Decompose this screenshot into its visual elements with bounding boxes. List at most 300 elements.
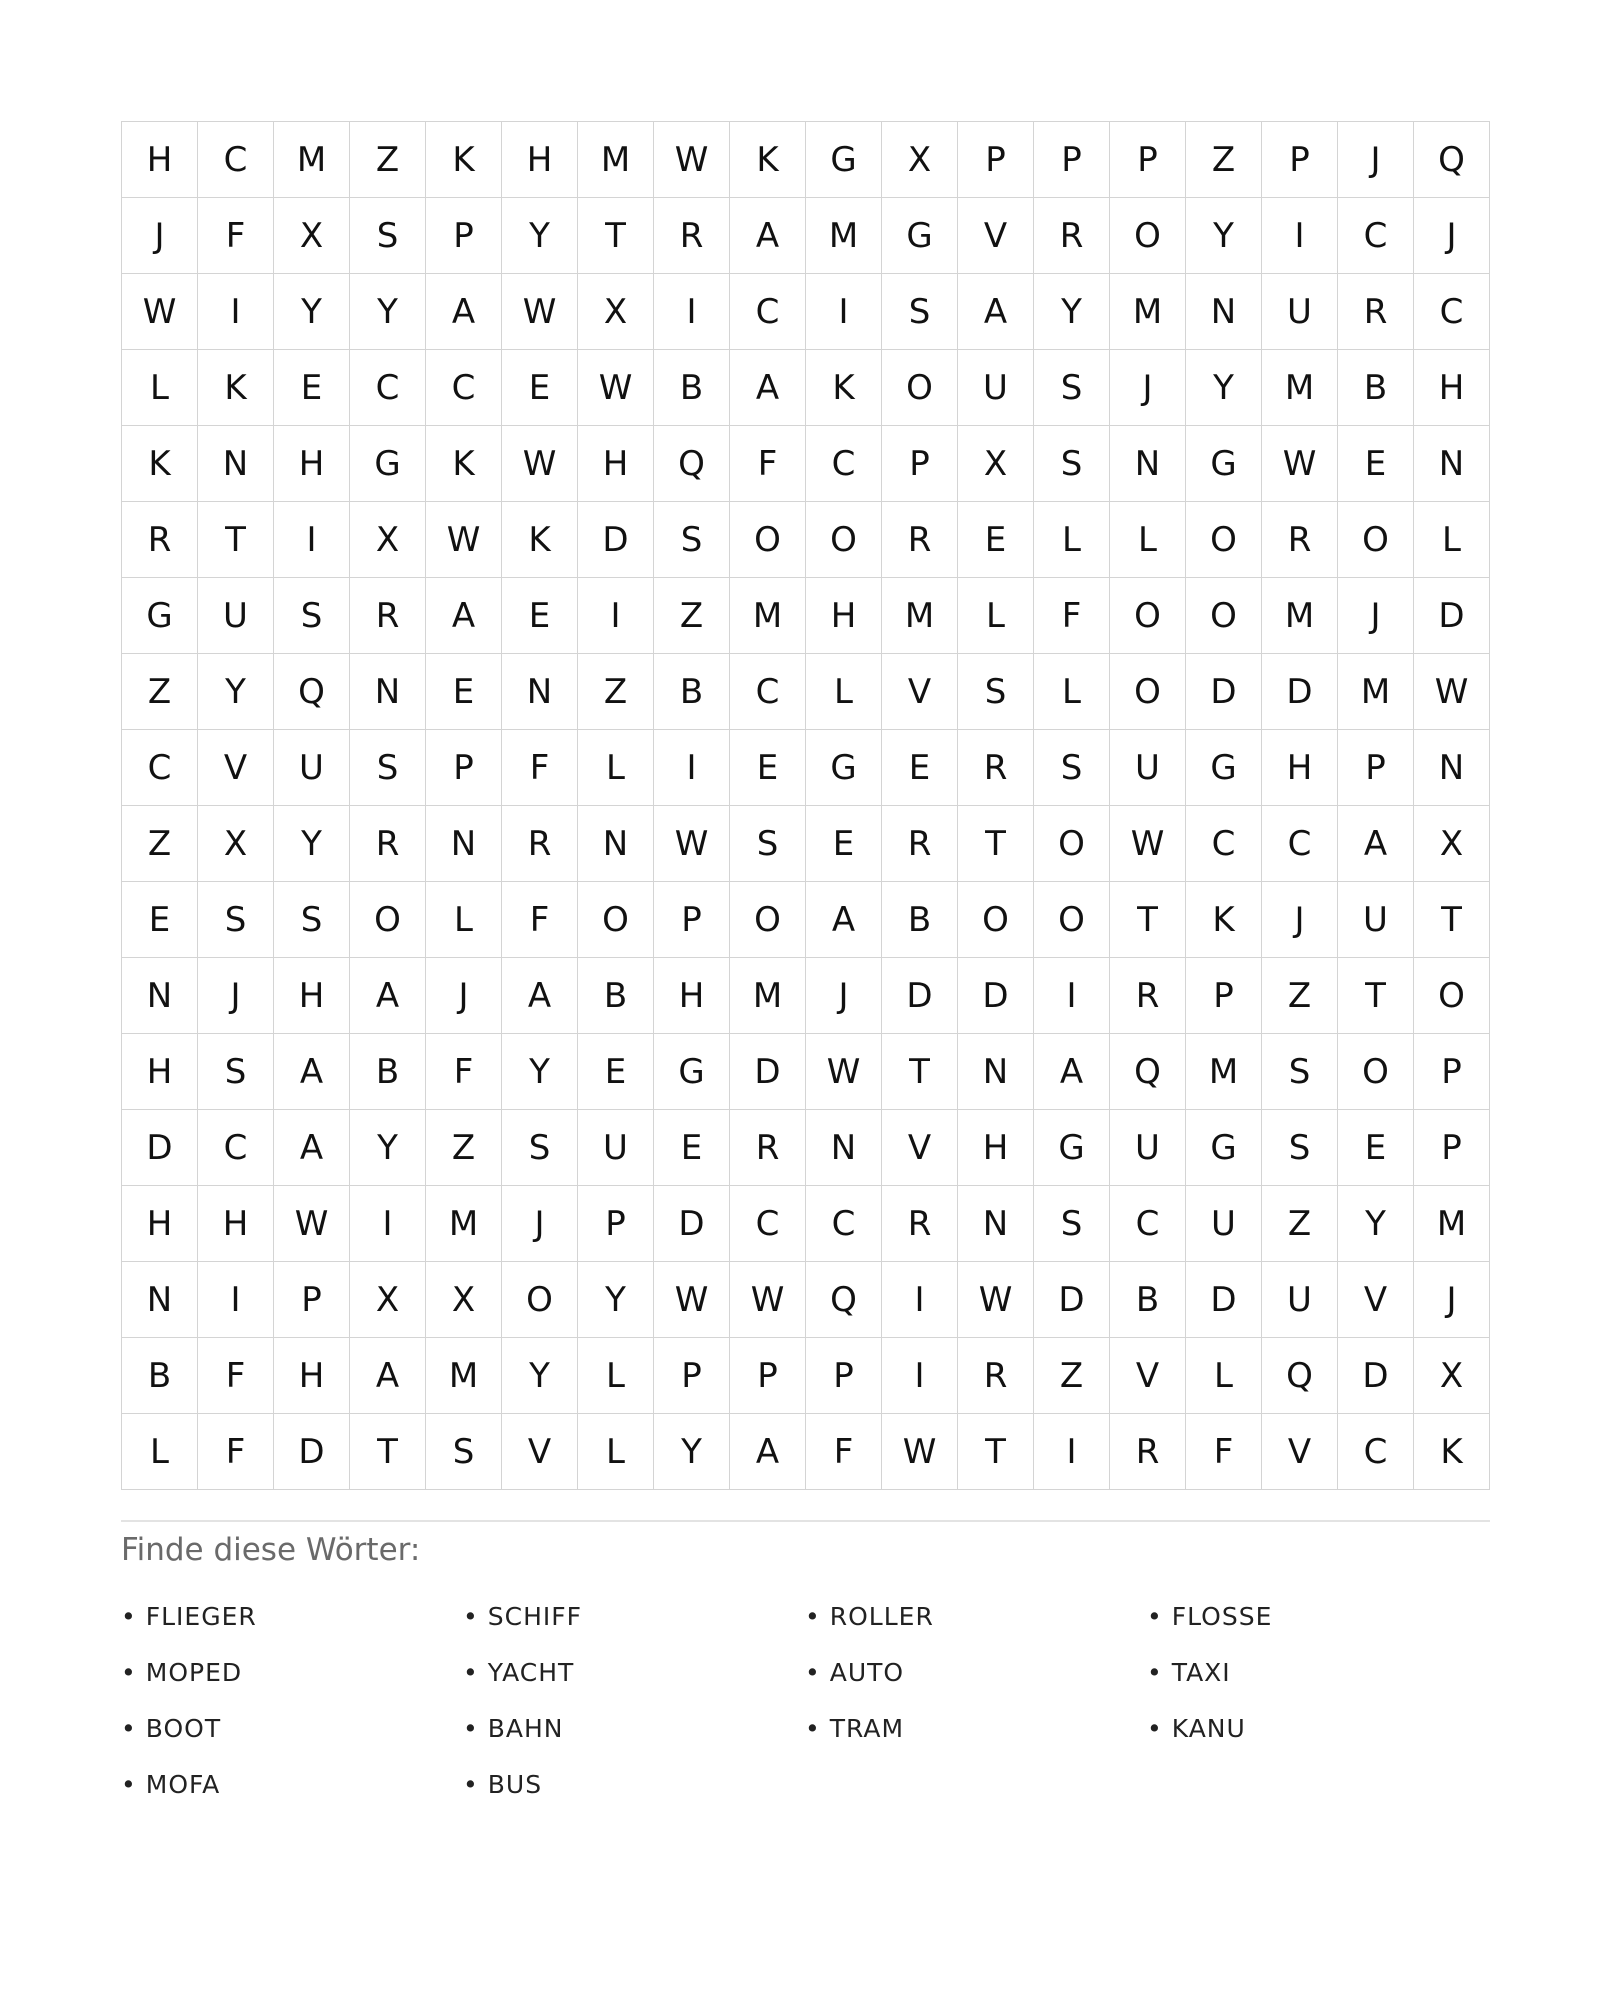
grid-cell[interactable]: D — [1338, 1338, 1414, 1414]
grid-cell[interactable]: O — [578, 882, 654, 958]
grid-cell[interactable]: A — [274, 1110, 350, 1186]
grid-cell[interactable]: D — [1186, 654, 1262, 730]
grid-cell[interactable]: Z — [1262, 958, 1338, 1034]
grid-cell[interactable]: X — [350, 502, 426, 578]
grid-cell[interactable]: N — [502, 654, 578, 730]
grid-cell[interactable]: P — [654, 1338, 730, 1414]
grid-cell[interactable]: E — [502, 578, 578, 654]
grid-cell[interactable]: O — [1034, 806, 1110, 882]
grid-cell[interactable]: D — [882, 958, 958, 1034]
grid-cell[interactable]: A — [350, 958, 426, 1034]
grid-cell[interactable]: M — [1338, 654, 1414, 730]
grid-cell[interactable]: V — [1338, 1262, 1414, 1338]
grid-cell[interactable]: H — [122, 1186, 198, 1262]
grid-cell[interactable]: P — [730, 1338, 806, 1414]
grid-cell[interactable]: C — [806, 426, 882, 502]
grid-cell[interactable]: V — [882, 654, 958, 730]
grid-cell[interactable]: N — [122, 958, 198, 1034]
grid-cell[interactable]: L — [1034, 502, 1110, 578]
grid-cell[interactable]: W — [806, 1034, 882, 1110]
grid-cell[interactable]: D — [958, 958, 1034, 1034]
grid-cell[interactable]: L — [1110, 502, 1186, 578]
grid-cell[interactable]: H — [122, 122, 198, 198]
grid-cell[interactable]: V — [1262, 1414, 1338, 1490]
grid-cell[interactable]: H — [654, 958, 730, 1034]
grid-cell[interactable]: O — [502, 1262, 578, 1338]
grid-cell[interactable]: V — [882, 1110, 958, 1186]
grid-cell[interactable]: Z — [654, 578, 730, 654]
grid-cell[interactable]: B — [654, 350, 730, 426]
grid-cell[interactable]: R — [730, 1110, 806, 1186]
grid-cell[interactable]: I — [882, 1262, 958, 1338]
grid-cell[interactable]: J — [1338, 122, 1414, 198]
grid-cell[interactable]: M — [1414, 1186, 1490, 1262]
grid-cell[interactable]: G — [654, 1034, 730, 1110]
grid-cell[interactable]: X — [426, 1262, 502, 1338]
grid-cell[interactable]: U — [274, 730, 350, 806]
grid-cell[interactable]: N — [958, 1186, 1034, 1262]
grid-cell[interactable]: U — [1338, 882, 1414, 958]
grid-cell[interactable]: Y — [502, 198, 578, 274]
grid-cell[interactable]: T — [882, 1034, 958, 1110]
grid-cell[interactable]: C — [1338, 1414, 1414, 1490]
grid-cell[interactable]: B — [578, 958, 654, 1034]
grid-cell[interactable]: N — [806, 1110, 882, 1186]
grid-cell[interactable]: N — [1414, 426, 1490, 502]
grid-cell[interactable]: H — [1414, 350, 1490, 426]
grid-cell[interactable]: Y — [350, 274, 426, 350]
grid-cell[interactable]: L — [578, 1338, 654, 1414]
grid-cell[interactable]: O — [1414, 958, 1490, 1034]
grid-cell[interactable]: F — [198, 1338, 274, 1414]
grid-cell[interactable]: O — [1186, 502, 1262, 578]
grid-cell[interactable]: X — [882, 122, 958, 198]
grid-cell[interactable]: W — [502, 274, 578, 350]
grid-cell[interactable]: S — [198, 882, 274, 958]
grid-cell[interactable]: C — [730, 654, 806, 730]
grid-cell[interactable]: M — [1262, 350, 1338, 426]
grid-cell[interactable]: W — [882, 1414, 958, 1490]
grid-cell[interactable]: Y — [578, 1262, 654, 1338]
grid-cell[interactable]: C — [1338, 198, 1414, 274]
grid-cell[interactable]: I — [882, 1338, 958, 1414]
grid-cell[interactable]: E — [578, 1034, 654, 1110]
grid-cell[interactable]: N — [1414, 730, 1490, 806]
grid-cell[interactable]: N — [1186, 274, 1262, 350]
grid-cell[interactable]: C — [730, 274, 806, 350]
grid-cell[interactable]: N — [958, 1034, 1034, 1110]
grid-cell[interactable]: D — [1262, 654, 1338, 730]
grid-cell[interactable]: L — [1414, 502, 1490, 578]
grid-cell[interactable]: P — [958, 122, 1034, 198]
grid-cell[interactable]: R — [350, 578, 426, 654]
grid-cell[interactable]: U — [578, 1110, 654, 1186]
grid-cell[interactable]: R — [654, 198, 730, 274]
grid-cell[interactable]: E — [882, 730, 958, 806]
grid-cell[interactable]: P — [426, 198, 502, 274]
grid-cell[interactable]: Y — [1034, 274, 1110, 350]
grid-cell[interactable]: R — [122, 502, 198, 578]
grid-cell[interactable]: P — [882, 426, 958, 502]
grid-cell[interactable]: O — [730, 882, 806, 958]
grid-cell[interactable]: H — [958, 1110, 1034, 1186]
grid-cell[interactable]: Y — [198, 654, 274, 730]
grid-cell[interactable]: O — [350, 882, 426, 958]
grid-cell[interactable]: R — [1262, 502, 1338, 578]
grid-cell[interactable]: H — [274, 958, 350, 1034]
grid-cell[interactable]: R — [882, 502, 958, 578]
grid-cell[interactable]: N — [122, 1262, 198, 1338]
grid-cell[interactable]: K — [502, 502, 578, 578]
grid-cell[interactable]: V — [1110, 1338, 1186, 1414]
grid-cell[interactable]: A — [806, 882, 882, 958]
grid-cell[interactable]: D — [1414, 578, 1490, 654]
grid-cell[interactable]: L — [578, 1414, 654, 1490]
grid-cell[interactable]: Y — [1186, 350, 1262, 426]
grid-cell[interactable]: P — [1262, 122, 1338, 198]
grid-cell[interactable]: C — [350, 350, 426, 426]
grid-cell[interactable]: L — [426, 882, 502, 958]
grid-cell[interactable]: I — [578, 578, 654, 654]
grid-cell[interactable]: S — [958, 654, 1034, 730]
grid-cell[interactable]: S — [426, 1414, 502, 1490]
grid-cell[interactable]: P — [1414, 1034, 1490, 1110]
grid-cell[interactable]: F — [426, 1034, 502, 1110]
grid-cell[interactable]: C — [1186, 806, 1262, 882]
grid-cell[interactable]: O — [1110, 198, 1186, 274]
grid-cell[interactable]: E — [502, 350, 578, 426]
grid-cell[interactable]: V — [502, 1414, 578, 1490]
grid-cell[interactable]: B — [882, 882, 958, 958]
grid-cell[interactable]: J — [198, 958, 274, 1034]
grid-cell[interactable]: O — [1110, 654, 1186, 730]
grid-cell[interactable]: P — [426, 730, 502, 806]
grid-cell[interactable]: M — [578, 122, 654, 198]
grid-cell[interactable]: Z — [1186, 122, 1262, 198]
grid-cell[interactable]: I — [274, 502, 350, 578]
grid-cell[interactable]: F — [502, 730, 578, 806]
grid-cell[interactable]: X — [274, 198, 350, 274]
grid-cell[interactable]: J — [1262, 882, 1338, 958]
grid-cell[interactable]: M — [882, 578, 958, 654]
grid-cell[interactable]: H — [122, 1034, 198, 1110]
grid-cell[interactable]: Q — [654, 426, 730, 502]
grid-cell[interactable]: Y — [502, 1338, 578, 1414]
grid-cell[interactable]: Z — [1262, 1186, 1338, 1262]
grid-cell[interactable]: E — [958, 502, 1034, 578]
grid-cell[interactable]: H — [274, 1338, 350, 1414]
grid-cell[interactable]: G — [806, 730, 882, 806]
grid-cell[interactable]: G — [122, 578, 198, 654]
grid-cell[interactable]: F — [1186, 1414, 1262, 1490]
grid-cell[interactable]: U — [958, 350, 1034, 426]
grid-cell[interactable]: R — [1110, 1414, 1186, 1490]
grid-cell[interactable]: Y — [654, 1414, 730, 1490]
grid-cell[interactable]: S — [1262, 1034, 1338, 1110]
grid-cell[interactable]: M — [1186, 1034, 1262, 1110]
grid-cell[interactable]: S — [274, 578, 350, 654]
grid-cell[interactable]: E — [274, 350, 350, 426]
grid-cell[interactable]: E — [806, 806, 882, 882]
grid-cell[interactable]: T — [958, 1414, 1034, 1490]
grid-cell[interactable]: A — [502, 958, 578, 1034]
grid-cell[interactable]: Y — [274, 806, 350, 882]
grid-cell[interactable]: K — [122, 426, 198, 502]
grid-cell[interactable]: O — [806, 502, 882, 578]
grid-cell[interactable]: W — [122, 274, 198, 350]
grid-cell[interactable]: P — [1338, 730, 1414, 806]
grid-cell[interactable]: W — [1414, 654, 1490, 730]
grid-cell[interactable]: U — [1262, 1262, 1338, 1338]
grid-cell[interactable]: X — [578, 274, 654, 350]
grid-cell[interactable]: J — [806, 958, 882, 1034]
grid-cell[interactable]: R — [1110, 958, 1186, 1034]
grid-cell[interactable]: M — [806, 198, 882, 274]
grid-cell[interactable]: N — [198, 426, 274, 502]
grid-cell[interactable]: J — [502, 1186, 578, 1262]
grid-cell[interactable]: D — [122, 1110, 198, 1186]
grid-cell[interactable]: R — [882, 806, 958, 882]
grid-cell[interactable]: G — [350, 426, 426, 502]
grid-cell[interactable]: A — [730, 350, 806, 426]
grid-cell[interactable]: Q — [1262, 1338, 1338, 1414]
grid-cell[interactable]: J — [1338, 578, 1414, 654]
grid-cell[interactable]: A — [958, 274, 1034, 350]
grid-cell[interactable]: C — [1414, 274, 1490, 350]
grid-cell[interactable]: K — [730, 122, 806, 198]
grid-cell[interactable]: E — [654, 1110, 730, 1186]
grid-cell[interactable]: Z — [1034, 1338, 1110, 1414]
grid-cell[interactable]: C — [1110, 1186, 1186, 1262]
grid-cell[interactable]: Z — [122, 806, 198, 882]
grid-cell[interactable]: W — [1262, 426, 1338, 502]
grid-cell[interactable]: W — [1110, 806, 1186, 882]
grid-cell[interactable]: Q — [1414, 122, 1490, 198]
grid-cell[interactable]: W — [958, 1262, 1034, 1338]
grid-cell[interactable]: Z — [122, 654, 198, 730]
grid-cell[interactable]: F — [502, 882, 578, 958]
grid-cell[interactable]: F — [1034, 578, 1110, 654]
grid-cell[interactable]: O — [1338, 502, 1414, 578]
grid-cell[interactable]: A — [426, 274, 502, 350]
grid-cell[interactable]: I — [654, 730, 730, 806]
grid-cell[interactable]: R — [882, 1186, 958, 1262]
grid-cell[interactable]: S — [198, 1034, 274, 1110]
grid-cell[interactable]: V — [958, 198, 1034, 274]
grid-cell[interactable]: N — [578, 806, 654, 882]
grid-cell[interactable]: E — [122, 882, 198, 958]
grid-cell[interactable]: L — [958, 578, 1034, 654]
grid-cell[interactable]: M — [274, 122, 350, 198]
grid-cell[interactable]: A — [1338, 806, 1414, 882]
grid-cell[interactable]: I — [1034, 958, 1110, 1034]
grid-cell[interactable]: I — [806, 274, 882, 350]
grid-cell[interactable]: Z — [350, 122, 426, 198]
grid-cell[interactable]: T — [958, 806, 1034, 882]
grid-cell[interactable]: C — [198, 122, 274, 198]
grid-cell[interactable]: K — [426, 426, 502, 502]
grid-cell[interactable]: B — [122, 1338, 198, 1414]
grid-cell[interactable]: F — [198, 1414, 274, 1490]
grid-cell[interactable]: Z — [578, 654, 654, 730]
grid-cell[interactable]: O — [1110, 578, 1186, 654]
grid-cell[interactable]: Y — [502, 1034, 578, 1110]
grid-cell[interactable]: I — [198, 1262, 274, 1338]
grid-cell[interactable]: T — [578, 198, 654, 274]
grid-cell[interactable]: S — [730, 806, 806, 882]
grid-cell[interactable]: J — [426, 958, 502, 1034]
grid-cell[interactable]: C — [806, 1186, 882, 1262]
grid-cell[interactable]: O — [1338, 1034, 1414, 1110]
grid-cell[interactable]: L — [578, 730, 654, 806]
grid-cell[interactable]: S — [1034, 426, 1110, 502]
grid-cell[interactable]: T — [1414, 882, 1490, 958]
grid-cell[interactable]: L — [122, 350, 198, 426]
grid-cell[interactable]: J — [1414, 1262, 1490, 1338]
grid-cell[interactable]: C — [198, 1110, 274, 1186]
grid-cell[interactable]: W — [730, 1262, 806, 1338]
grid-cell[interactable]: A — [426, 578, 502, 654]
grid-cell[interactable]: C — [426, 350, 502, 426]
grid-cell[interactable]: S — [654, 502, 730, 578]
grid-cell[interactable]: D — [730, 1034, 806, 1110]
grid-cell[interactable]: P — [1034, 122, 1110, 198]
grid-cell[interactable]: R — [1034, 198, 1110, 274]
grid-cell[interactable]: H — [198, 1186, 274, 1262]
grid-cell[interactable]: K — [806, 350, 882, 426]
grid-cell[interactable]: S — [1262, 1110, 1338, 1186]
grid-cell[interactable]: L — [806, 654, 882, 730]
grid-cell[interactable]: G — [1186, 730, 1262, 806]
grid-cell[interactable]: K — [1414, 1414, 1490, 1490]
grid-cell[interactable]: A — [274, 1034, 350, 1110]
grid-cell[interactable]: X — [1414, 1338, 1490, 1414]
grid-cell[interactable]: S — [1034, 730, 1110, 806]
grid-cell[interactable]: W — [426, 502, 502, 578]
grid-cell[interactable]: M — [426, 1186, 502, 1262]
grid-cell[interactable]: S — [1034, 350, 1110, 426]
grid-cell[interactable]: S — [350, 730, 426, 806]
grid-cell[interactable]: P — [1110, 122, 1186, 198]
grid-cell[interactable]: G — [1034, 1110, 1110, 1186]
grid-cell[interactable]: M — [1262, 578, 1338, 654]
grid-cell[interactable]: O — [1186, 578, 1262, 654]
grid-cell[interactable]: W — [654, 1262, 730, 1338]
grid-cell[interactable]: F — [806, 1414, 882, 1490]
grid-cell[interactable]: A — [730, 1414, 806, 1490]
grid-cell[interactable]: P — [1414, 1110, 1490, 1186]
grid-cell[interactable]: H — [1262, 730, 1338, 806]
grid-cell[interactable]: A — [1034, 1034, 1110, 1110]
grid-cell[interactable]: O — [882, 350, 958, 426]
grid-cell[interactable]: U — [1186, 1186, 1262, 1262]
grid-cell[interactable]: Y — [1338, 1186, 1414, 1262]
grid-cell[interactable]: S — [350, 198, 426, 274]
grid-cell[interactable]: C — [730, 1186, 806, 1262]
grid-cell[interactable]: E — [1338, 426, 1414, 502]
grid-cell[interactable]: U — [1262, 274, 1338, 350]
grid-cell[interactable]: Q — [1110, 1034, 1186, 1110]
grid-cell[interactable]: P — [806, 1338, 882, 1414]
grid-cell[interactable]: P — [578, 1186, 654, 1262]
grid-cell[interactable]: R — [502, 806, 578, 882]
grid-cell[interactable]: Q — [806, 1262, 882, 1338]
grid-cell[interactable]: X — [198, 806, 274, 882]
grid-cell[interactable]: H — [578, 426, 654, 502]
grid-cell[interactable]: X — [958, 426, 1034, 502]
grid-cell[interactable]: G — [1186, 426, 1262, 502]
grid-cell[interactable]: K — [426, 122, 502, 198]
grid-cell[interactable]: E — [730, 730, 806, 806]
grid-cell[interactable]: A — [350, 1338, 426, 1414]
grid-cell[interactable]: X — [350, 1262, 426, 1338]
grid-cell[interactable]: F — [198, 198, 274, 274]
grid-cell[interactable]: W — [654, 122, 730, 198]
grid-cell[interactable]: N — [1110, 426, 1186, 502]
grid-cell[interactable]: E — [426, 654, 502, 730]
grid-cell[interactable]: Y — [1186, 198, 1262, 274]
grid-cell[interactable]: H — [274, 426, 350, 502]
grid-cell[interactable]: O — [730, 502, 806, 578]
grid-cell[interactable]: U — [1110, 730, 1186, 806]
grid-cell[interactable]: V — [198, 730, 274, 806]
grid-cell[interactable]: X — [1414, 806, 1490, 882]
grid-cell[interactable]: D — [1186, 1262, 1262, 1338]
grid-cell[interactable]: J — [1414, 198, 1490, 274]
grid-cell[interactable]: K — [198, 350, 274, 426]
grid-cell[interactable]: C — [1262, 806, 1338, 882]
grid-cell[interactable]: L — [1034, 654, 1110, 730]
grid-cell[interactable]: W — [502, 426, 578, 502]
grid-cell[interactable]: D — [1034, 1262, 1110, 1338]
grid-cell[interactable]: S — [274, 882, 350, 958]
grid-cell[interactable]: C — [122, 730, 198, 806]
grid-cell[interactable]: I — [1034, 1414, 1110, 1490]
grid-cell[interactable]: Y — [350, 1110, 426, 1186]
grid-cell[interactable]: B — [1338, 350, 1414, 426]
grid-cell[interactable]: D — [654, 1186, 730, 1262]
grid-cell[interactable]: U — [198, 578, 274, 654]
grid-cell[interactable]: G — [882, 198, 958, 274]
grid-cell[interactable]: S — [1034, 1186, 1110, 1262]
grid-cell[interactable]: F — [730, 426, 806, 502]
grid-cell[interactable]: I — [1262, 198, 1338, 274]
grid-cell[interactable]: G — [1186, 1110, 1262, 1186]
grid-cell[interactable]: T — [350, 1414, 426, 1490]
grid-cell[interactable]: Z — [426, 1110, 502, 1186]
grid-cell[interactable]: P — [274, 1262, 350, 1338]
grid-cell[interactable]: M — [730, 958, 806, 1034]
grid-cell[interactable]: O — [1034, 882, 1110, 958]
grid-cell[interactable]: P — [1186, 958, 1262, 1034]
grid-cell[interactable]: B — [654, 654, 730, 730]
grid-cell[interactable]: R — [958, 1338, 1034, 1414]
grid-cell[interactable]: D — [274, 1414, 350, 1490]
grid-cell[interactable]: T — [198, 502, 274, 578]
grid-cell[interactable]: S — [882, 274, 958, 350]
grid-cell[interactable]: U — [1110, 1110, 1186, 1186]
grid-cell[interactable]: M — [426, 1338, 502, 1414]
grid-cell[interactable]: T — [1110, 882, 1186, 958]
grid-cell[interactable]: E — [1338, 1110, 1414, 1186]
grid-cell[interactable]: Y — [274, 274, 350, 350]
grid-cell[interactable]: J — [1110, 350, 1186, 426]
grid-cell[interactable]: S — [502, 1110, 578, 1186]
grid-cell[interactable]: L — [1186, 1338, 1262, 1414]
grid-cell[interactable]: D — [578, 502, 654, 578]
grid-cell[interactable]: L — [122, 1414, 198, 1490]
grid-cell[interactable]: T — [1338, 958, 1414, 1034]
